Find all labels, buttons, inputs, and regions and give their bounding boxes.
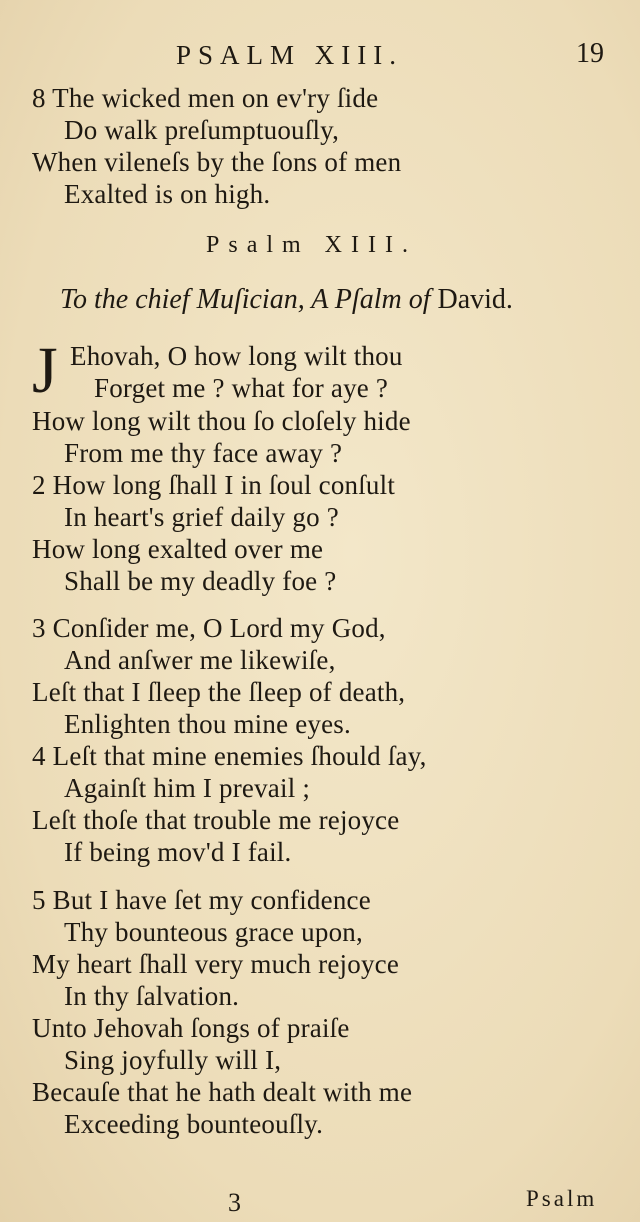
verse-line: Unto Jehovah ſongs of praiſe bbox=[32, 1013, 350, 1043]
psalm-title: Psalm XIII. bbox=[206, 232, 417, 258]
verse-line: In heart's grief daily go ? bbox=[64, 502, 339, 532]
verse-line: Againſt him I prevail ; bbox=[64, 773, 311, 803]
verse-line: 3 Conſider me, O Lord my God, bbox=[32, 613, 386, 643]
stanza-line: Exalted is on high. bbox=[64, 179, 271, 209]
verse-line: Thy bounteous grace upon, bbox=[64, 917, 363, 947]
signature-mark: 3 bbox=[228, 1188, 241, 1217]
verse-line: Exceeding bounteouſly. bbox=[64, 1109, 324, 1139]
verse-line: 2 How long ſhall I in ſoul conſult bbox=[32, 470, 396, 500]
verse-line: 4 Leſt that mine enemies ſhould ſay, bbox=[32, 741, 427, 771]
catchword: Psalm bbox=[526, 1186, 598, 1211]
verse-line: Leſt thoſe that trouble me rejoyce bbox=[32, 805, 400, 835]
superscription-italic: To the chief Muſician, A Pſalm of bbox=[60, 284, 431, 315]
verse-line: 5 But I have ſet my confidence bbox=[32, 885, 371, 915]
verse-line: Forget me ? what for aye ? bbox=[94, 373, 389, 403]
verse-line: Ehovah, O how long wilt thou bbox=[70, 341, 403, 371]
verse-line: Shall be my deadly foe ? bbox=[64, 566, 337, 596]
verse-line: Sing joyfully will I, bbox=[64, 1045, 282, 1075]
verse-line: If being mov'd I fail. bbox=[64, 837, 292, 867]
page-number: 19 bbox=[576, 38, 604, 69]
verse-line: Leſt that I ſleep the ſleep of death, bbox=[32, 677, 406, 707]
stanza-line: 8 The wicked men on ev'ry ſide bbox=[32, 83, 379, 113]
stanza-line: Do walk preſumptuouſly, bbox=[64, 115, 340, 145]
verse-line: Becauſe that he hath dealt with me bbox=[32, 1077, 413, 1107]
running-head: PSALM XIII. bbox=[176, 40, 404, 70]
verse-line: How long wilt thou ſo cloſely hide bbox=[32, 406, 411, 436]
drop-cap: J bbox=[32, 334, 58, 407]
verse-line: In thy ſalvation. bbox=[64, 981, 240, 1011]
verse-line: From me thy face away ? bbox=[64, 438, 343, 468]
verse-line: How long exalted over me bbox=[32, 534, 324, 564]
superscription-name: David. bbox=[437, 284, 513, 315]
superscription bbox=[60, 284, 513, 316]
verse-line: Enlighten thou mine eyes. bbox=[64, 709, 351, 739]
stanza-line: When vileneſs by the ſons of men bbox=[32, 147, 402, 177]
verse-line: My heart ſhall very much rejoyce bbox=[32, 949, 400, 979]
verse-line: And anſwer me likewiſe, bbox=[64, 645, 336, 675]
